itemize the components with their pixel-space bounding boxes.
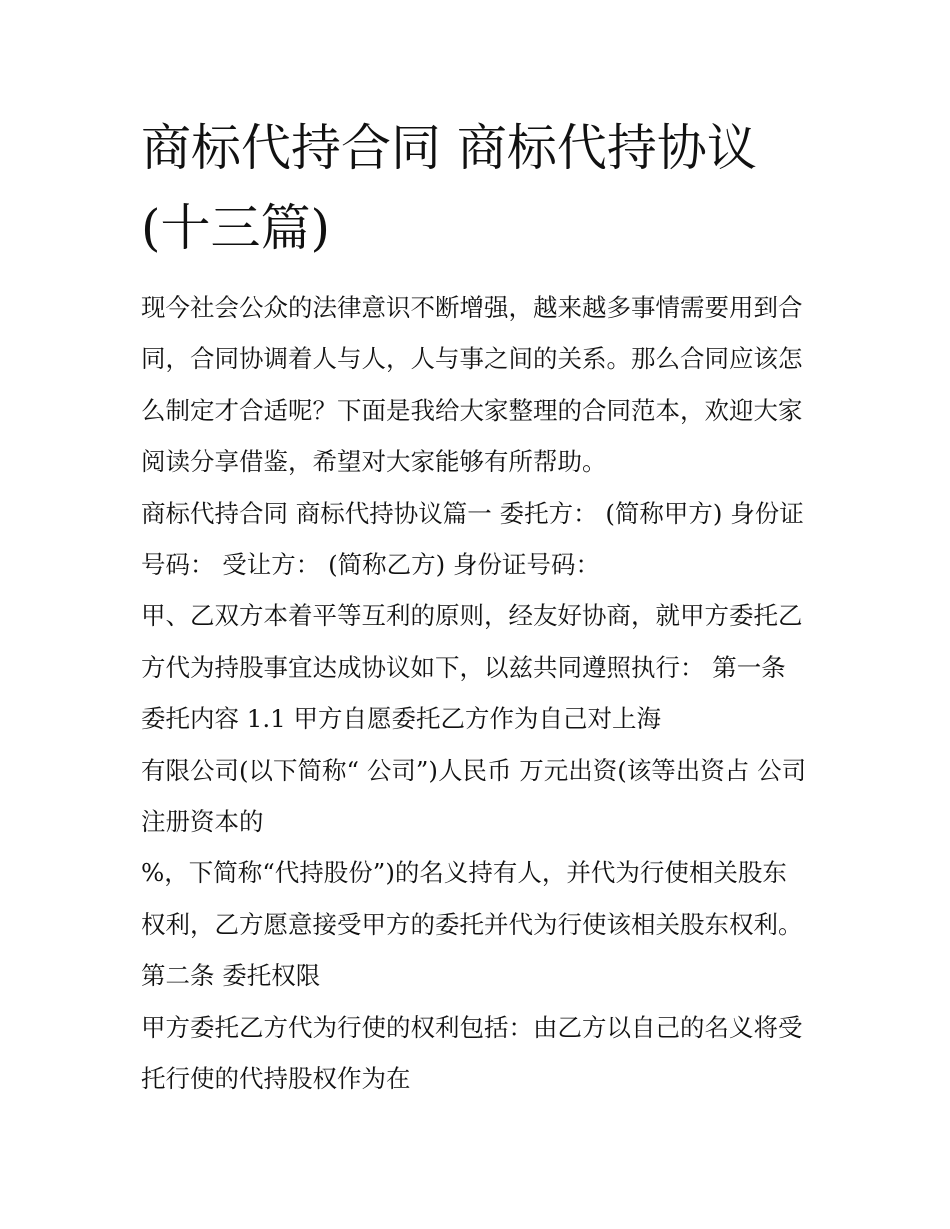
title-line: 商标代持合同 商标代持协议: [141, 119, 757, 177]
text-line: 么制定才合适呢？下面是我给大家整理的合同范本，欢迎大家: [141, 395, 803, 425]
text-line: 方代为持股事宜达成协议如下，以兹共同遵照执行： 第一条: [141, 652, 786, 682]
text-line: %，下简称“代持股份”)的名义持有人，并代为行使相关股东: [141, 858, 787, 888]
text-line: 委托内容 1.1 甲方自愿委托乙方作为自己对上海: [141, 704, 662, 734]
text-line: 甲方委托乙方代为行使的权利包括：由乙方以自己的名义将受: [141, 1012, 803, 1042]
text-line: 阅读分享借鉴，希望对大家能够有所帮助。: [141, 447, 607, 477]
text-line: 权利，乙方愿意接受甲方的委托并代为行使该相关股东权利。: [141, 909, 803, 939]
paragraph-article-1: [141, 590, 821, 744]
text-line: 有限公司(以下简称“ 公司”)人民币 万元出资(该等出资占 公司: [141, 755, 807, 785]
title-line: (十三篇): [141, 199, 331, 257]
document-page: [141, 108, 821, 1105]
text-line: 托行使的代持股权作为在: [141, 1064, 411, 1094]
paragraph-shares: [141, 847, 821, 1001]
paragraph-parties: [141, 488, 821, 591]
text-line: 现今社会公众的法律意识不断增强，越来越多事情需要用到合: [141, 293, 803, 322]
paragraph-article-2: [141, 1002, 821, 1105]
paragraph-intro: [141, 282, 821, 488]
text-line: 甲、乙双方本着平等互利的原则，经友好协商，就甲方委托乙: [141, 601, 803, 631]
document-title: [141, 108, 821, 268]
paragraph-company: [141, 745, 821, 848]
document-body: [141, 282, 821, 1105]
text-line: 商标代持合同 商标代持协议篇一 委托方： (简称甲方) 身份证: [141, 498, 804, 528]
text-line: 同，合同协调着人与人，人与事之间的关系。那么合同应该怎: [141, 344, 803, 374]
text-line: 第二条 委托权限: [141, 961, 321, 991]
text-line: 注册资本的: [141, 807, 264, 837]
text-line: 号码： 受让方： (简称乙方) 身份证号码：: [141, 550, 600, 580]
